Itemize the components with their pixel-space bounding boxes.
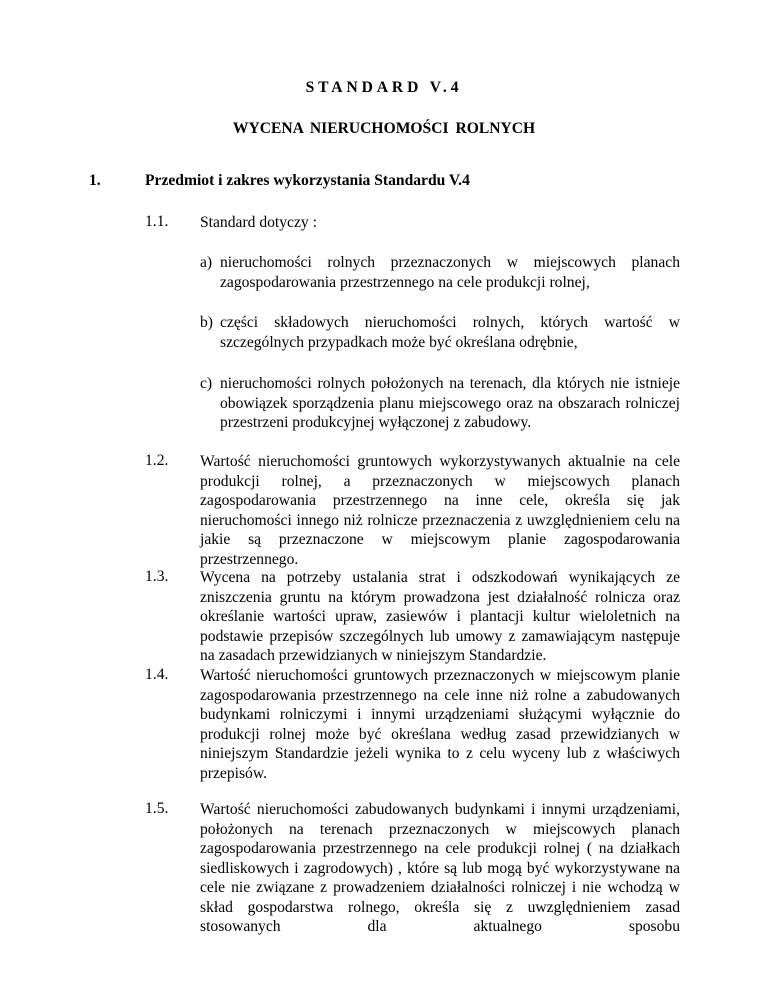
item-number-1-5: 1.5. <box>145 800 169 817</box>
item-text-1-3: Wycena na potrzeby ustalania strat i odszkodowań wynikających ze zniszczenia gruntu na którym prowadzona jest działalność rolnicza oraz określanie wartości upraw, zasiewów i plantacji kultur wieloletnich na podstawie przepisów szczególnych lub umowy z zamawiającym następuje na zasadach przewidzianych w niniejszym Standardzie. <box>200 569 680 664</box>
subitem-b <box>200 313 680 352</box>
section-title: Przedmiot i zakres wykorzystania Standardu V.4 <box>145 172 470 189</box>
item-text-1-4: Wartość nieruchomości gruntowych przeznaczonych w miejscowym planie zagospodarowania przestrzennego na cele inne niż rolne a zabudowanych budynkami rolniczymi i innymi urządzeniami służącymi wyłącznie do produkcji rolnej może być określana według zasad przewidzianych w niniejszym Standardzie jeżeli wynika to z celu wyceny lub z właściwych przepisów. <box>200 667 680 782</box>
item-number-1-1: 1.1. <box>145 213 169 230</box>
item-number-1-3: 1.3. <box>145 568 169 585</box>
subitem-letter-b: b) <box>200 314 213 331</box>
item-number-1-2: 1.2. <box>145 452 169 469</box>
item-text-1-1: Standard dotyczy : <box>200 214 317 231</box>
item-text-1-5: Wartość nieruchomości zabudowanych budynkami i innymi urządzeniami, położonych na terenach przeznaczonych w miejscowych planach zagospodarowania przestrzennego na cele produkcji rolnej ( na działkach siedliskowych i zagrodowych) , które są lub mogą być wykorzystywane na cele nie związane z prowadzeniem działalności rolniczej i nie wchodzą w skład gospodarstwa rolnego, określa się z uwzględnieniem zasad stosowanych dla aktualnego sposobu <box>200 801 680 935</box>
subitem-text-b: części składowych nieruchomości rolnych, których wartość w szczególnych przypadkach może być określana odrębnie, <box>220 314 680 351</box>
subitem-text-c: nieruchomości rolnych położonych na terenach, dla których nie istnieje obowiązek sporządzenia planu miejscowego oraz na obszarach rolniczej przestrzeni produkcyjnej wyłączonej z zabudowy. <box>220 375 680 431</box>
section-number: 1. <box>89 172 101 189</box>
item-number-1-4: 1.4. <box>145 666 169 683</box>
document-subtitle: WYCENA NIERUCHOMOŚCI ROLNYCH <box>232 120 536 137</box>
subitem-letter-a: a) <box>200 254 213 271</box>
subitem-c <box>200 374 680 433</box>
subitem-text-a: nieruchomości rolnych przeznaczonych w miejscowych planach zagospodarowania przestrzennego na cele produkcji rolnej, <box>220 254 680 291</box>
subitem-a <box>200 253 680 292</box>
subitem-letter-c: c) <box>200 375 213 392</box>
document-title: STANDARD V.4 <box>305 79 463 96</box>
item-text-1-2: Wartość nieruchomości gruntowych wykorzystywanych aktualnie na cele produkcji rolnej, a przeznaczonych w miejscowych planach zagospodarowania przestrzennego na inne cele, określa się jak nieruchomości innego niż rolnicze przeznaczenia z uwzględnieniem celu na jakie są przeznaczone w miejscowym planie zagospodarowania przestrzennego. <box>200 453 680 568</box>
